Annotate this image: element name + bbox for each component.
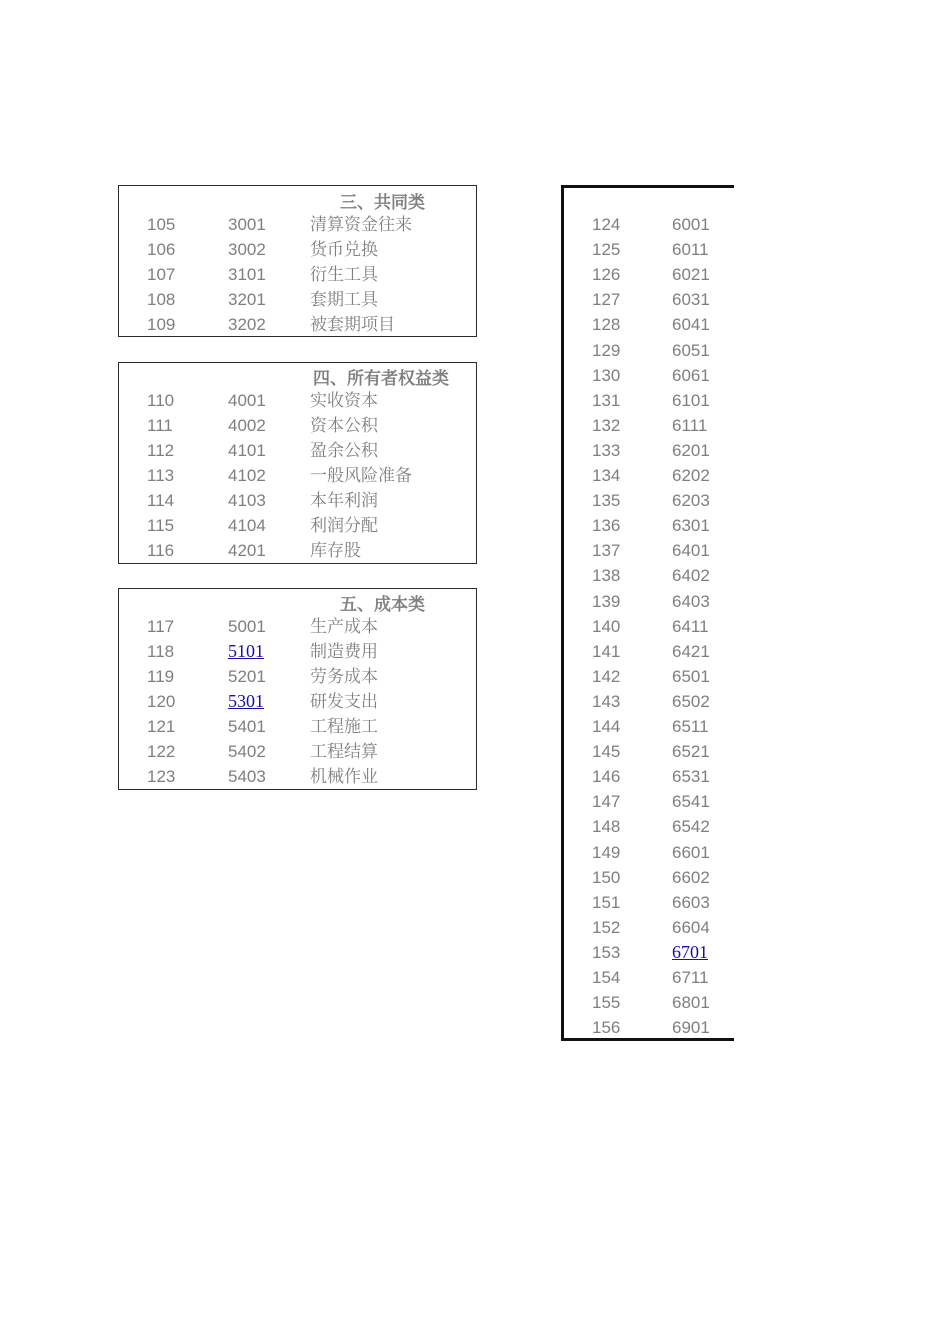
row-index: 149 xyxy=(592,842,621,862)
account-code: 6601 xyxy=(672,842,710,862)
account-code: 6031 xyxy=(672,290,710,310)
account-code: 4201 xyxy=(228,541,266,560)
account-code: 6402 xyxy=(672,566,710,586)
row-index: 142 xyxy=(592,666,621,686)
account-code: 6603 xyxy=(672,892,710,912)
row-index: 125 xyxy=(592,240,621,260)
row-index: 137 xyxy=(592,541,621,561)
row-index: 133 xyxy=(592,440,621,460)
account-code: 4103 xyxy=(228,491,266,510)
account-code: 5401 xyxy=(228,717,266,736)
row-index: 113 xyxy=(147,466,175,485)
row-index: 105 xyxy=(147,215,176,234)
row-index: 153 xyxy=(592,942,621,962)
account-name: 盈余公积 xyxy=(310,441,378,460)
account-code: 5403 xyxy=(228,767,266,786)
account-code: 6411 xyxy=(672,616,709,636)
account-code: 6602 xyxy=(672,867,710,887)
account-code: 5001 xyxy=(228,617,266,636)
account-name: 生产成本 xyxy=(310,617,378,636)
account-code: 3101 xyxy=(228,265,266,284)
account-code: 6021 xyxy=(672,265,710,285)
row-index: 154 xyxy=(592,968,621,987)
row-index: 119 xyxy=(147,667,175,686)
account-code: 4104 xyxy=(228,516,266,535)
row-index: 106 xyxy=(147,240,176,259)
row-index: 123 xyxy=(147,767,176,786)
row-index: 129 xyxy=(592,340,621,360)
account-code: 6403 xyxy=(672,591,710,611)
row-index: 148 xyxy=(592,817,621,837)
row-index: 139 xyxy=(592,591,621,611)
account-name: 衍生工具 xyxy=(310,265,378,284)
row-index: 130 xyxy=(592,365,621,385)
section-cost xyxy=(118,588,477,790)
account-code-link[interactable]: 6701 xyxy=(672,941,708,962)
account-code: 6001 xyxy=(672,215,710,234)
row-index: 140 xyxy=(592,616,621,636)
account-name: 实收资本 xyxy=(310,391,378,410)
account-code: 6111 xyxy=(672,415,708,435)
account-code: 6511 xyxy=(672,717,709,736)
account-code: 6401 xyxy=(672,541,710,561)
row-index: 120 xyxy=(147,692,176,711)
account-code: 6201 xyxy=(672,440,710,460)
row-index: 144 xyxy=(592,717,621,736)
section-heading: 三、共同类 xyxy=(340,193,425,212)
account-code: 6711 xyxy=(672,968,709,987)
account-code: 4101 xyxy=(228,441,266,460)
row-index: 132 xyxy=(592,415,621,435)
row-index: 152 xyxy=(592,917,621,937)
account-code: 6203 xyxy=(672,491,710,511)
row-index: 116 xyxy=(147,541,175,560)
account-code: 6301 xyxy=(672,516,710,536)
account-code-link[interactable]: 5101 xyxy=(228,641,264,661)
row-index: 127 xyxy=(592,290,621,310)
account-code: 5201 xyxy=(228,667,266,686)
account-code: 6501 xyxy=(672,666,710,686)
row-index: 128 xyxy=(592,315,621,335)
account-code: 3201 xyxy=(228,290,266,309)
account-code: 6521 xyxy=(672,742,710,762)
account-code: 4001 xyxy=(228,391,266,410)
account-code: 4002 xyxy=(228,416,266,435)
row-index: 150 xyxy=(592,867,621,887)
account-code: 6051 xyxy=(672,340,710,360)
account-name: 资本公积 xyxy=(310,416,378,435)
right-column-table xyxy=(561,185,734,1041)
account-name: 清算资金往来 xyxy=(310,215,412,234)
account-code: 6604 xyxy=(672,917,710,937)
row-index: 155 xyxy=(592,993,621,1013)
account-code: 6901 xyxy=(672,1018,710,1038)
row-index: 110 xyxy=(147,391,175,410)
account-name: 套期工具 xyxy=(310,290,378,309)
account-code-link[interactable]: 5301 xyxy=(228,691,264,711)
section-heading: 五、成本类 xyxy=(340,595,425,614)
account-code: 4102 xyxy=(228,466,266,485)
account-name: 研发支出 xyxy=(310,692,378,711)
account-code: 6542 xyxy=(672,817,710,837)
row-index: 122 xyxy=(147,742,176,761)
row-index: 141 xyxy=(592,641,621,661)
row-index: 115 xyxy=(147,516,175,535)
row-index: 124 xyxy=(592,215,621,234)
row-index: 111 xyxy=(147,416,173,435)
account-name: 货币兑换 xyxy=(310,240,378,259)
account-code: 5402 xyxy=(228,742,266,761)
row-index: 121 xyxy=(147,717,176,736)
row-index: 138 xyxy=(592,566,621,586)
account-name: 一般风险准备 xyxy=(310,466,412,485)
row-index: 118 xyxy=(147,642,175,661)
account-code: 6101 xyxy=(672,390,710,410)
row-index: 112 xyxy=(147,441,175,460)
account-name: 工程施工 xyxy=(310,717,378,736)
section-common xyxy=(118,185,477,337)
account-code: 6801 xyxy=(672,993,710,1013)
row-index: 143 xyxy=(592,691,621,711)
row-index: 134 xyxy=(592,466,621,485)
account-name: 劳务成本 xyxy=(310,667,378,686)
account-code: 6202 xyxy=(672,466,710,485)
account-code: 6041 xyxy=(672,315,710,335)
account-name: 库存股 xyxy=(310,541,361,560)
account-name: 本年利润 xyxy=(310,491,378,510)
account-code: 3202 xyxy=(228,315,266,334)
account-code: 6502 xyxy=(672,691,710,711)
account-code: 6061 xyxy=(672,365,710,385)
account-code: 6541 xyxy=(672,792,710,812)
account-code: 6531 xyxy=(672,767,710,787)
account-name: 制造费用 xyxy=(310,642,378,661)
row-index: 156 xyxy=(592,1018,621,1038)
row-index: 145 xyxy=(592,742,621,762)
row-index: 108 xyxy=(147,290,176,309)
row-index: 146 xyxy=(592,767,621,787)
account-name: 工程结算 xyxy=(310,742,378,761)
row-index: 151 xyxy=(592,892,621,912)
row-index: 107 xyxy=(147,265,176,284)
row-index: 131 xyxy=(592,390,621,410)
account-code: 6011 xyxy=(672,240,709,260)
account-code: 3001 xyxy=(228,215,266,234)
row-index: 135 xyxy=(592,491,621,511)
row-index: 136 xyxy=(592,516,621,536)
row-index: 109 xyxy=(147,315,176,334)
row-index: 114 xyxy=(147,491,175,510)
row-index: 126 xyxy=(592,265,621,285)
account-name: 机械作业 xyxy=(310,767,378,786)
account-code: 3002 xyxy=(228,240,266,259)
account-code: 6421 xyxy=(672,641,710,661)
row-index: 117 xyxy=(147,617,175,636)
account-name: 利润分配 xyxy=(310,516,378,535)
row-index: 147 xyxy=(592,792,621,812)
section-heading: 四、所有者权益类 xyxy=(313,369,449,388)
account-name: 被套期项目 xyxy=(310,315,395,334)
section-equity xyxy=(118,362,477,564)
